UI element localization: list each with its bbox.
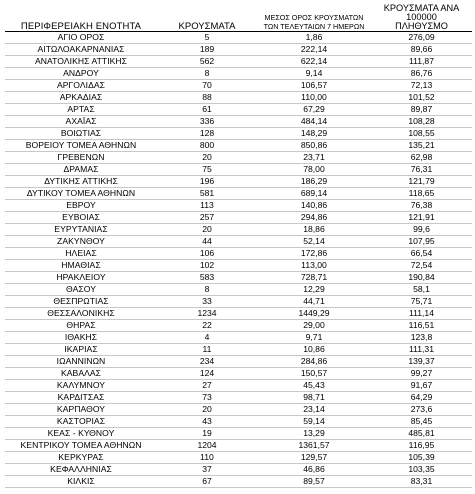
average-cell: 10,86 — [257, 344, 371, 356]
cases-cell: 800 — [157, 140, 257, 152]
header-7day-average: ΜΕΣΟΣ ΟΡΟΣ ΚΡΟΥΣΜΑΤΩΝ ΤΩΝ ΤΕΛΕΥΤΑΙΩΝ 7 ΗΜΕΡΩΝ — [257, 4, 371, 32]
region-cell: ΑΡΓΟΛΙΔΑΣ — [5, 80, 157, 92]
region-cell: ΑΡΚΑΔΙΑΣ — [5, 92, 157, 104]
table-row — [5, 284, 472, 296]
cases-cell: 11 — [157, 344, 257, 356]
region-cell: ΚΕΦΑΛΛΗΝΙΑΣ — [5, 464, 157, 476]
region-cell: ΙΚΑΡΙΑΣ — [5, 344, 157, 356]
cases-cell: 73 — [157, 392, 257, 404]
cases-cell: 113 — [157, 200, 257, 212]
per-100000-cell: 121,91 — [371, 212, 472, 224]
region-cell: ΘΕΣΣΑΛΟΝΙΚΗΣ — [5, 308, 157, 320]
table-row — [5, 92, 472, 104]
cases-table — [5, 4, 472, 488]
table-row — [5, 116, 472, 128]
average-cell: 140,86 — [257, 200, 371, 212]
table-row — [5, 56, 472, 68]
region-cell: ΚΕΡΚΥΡΑΣ — [5, 452, 157, 464]
cases-cell: 70 — [157, 80, 257, 92]
per-100000-cell: 116,95 — [371, 440, 472, 452]
region-cell: ΚΑΛΥΜΝΟΥ — [5, 380, 157, 392]
cases-cell: 20 — [157, 404, 257, 416]
average-cell: 689,14 — [257, 188, 371, 200]
cases-cell: 257 — [157, 212, 257, 224]
average-cell: 1449,29 — [257, 308, 371, 320]
average-cell: 98,71 — [257, 392, 371, 404]
table-row — [5, 320, 472, 332]
per-100000-cell: 75,71 — [371, 296, 472, 308]
table-row — [5, 296, 472, 308]
average-cell: 850,86 — [257, 140, 371, 152]
region-cell: ΑΓΙΟ ΟΡΟΣ — [5, 32, 157, 44]
average-cell: 23,14 — [257, 404, 371, 416]
average-cell: 1361,57 — [257, 440, 371, 452]
cases-cell: 336 — [157, 116, 257, 128]
average-cell: 46,86 — [257, 464, 371, 476]
table-row — [5, 128, 472, 140]
cases-cell: 581 — [157, 188, 257, 200]
average-cell: 106,57 — [257, 80, 371, 92]
cases-cell: 1234 — [157, 308, 257, 320]
per-100000-cell: 105,39 — [371, 452, 472, 464]
table-row — [5, 404, 472, 416]
region-cell: ΑΝΔΡΟΥ — [5, 68, 157, 80]
average-cell: 186,29 — [257, 176, 371, 188]
per-100000-cell: 91,67 — [371, 380, 472, 392]
table-row — [5, 272, 472, 284]
cases-cell: 8 — [157, 68, 257, 80]
per-100000-cell: 108,55 — [371, 128, 472, 140]
table-row — [5, 416, 472, 428]
region-cell: ΕΒΡΟΥ — [5, 200, 157, 212]
average-cell: 9,71 — [257, 332, 371, 344]
region-cell: ΘΗΡΑΣ — [5, 320, 157, 332]
per-100000-cell: 135,21 — [371, 140, 472, 152]
per-100000-cell: 139,37 — [371, 356, 472, 368]
cases-cell: 67 — [157, 476, 257, 488]
table-row — [5, 344, 472, 356]
cases-cell: 88 — [157, 92, 257, 104]
region-cell: ΔΥΤΙΚΗΣ ΑΤΤΙΚΗΣ — [5, 176, 157, 188]
table-row — [5, 68, 472, 80]
region-cell: ΚΕΝΤΡΙΚΟΥ ΤΟΜΕΑ ΑΘΗΝΩΝ — [5, 440, 157, 452]
per-100000-cell: 86,76 — [371, 68, 472, 80]
region-cell: ΑΧΑΪΑΣ — [5, 116, 157, 128]
table-row — [5, 464, 472, 476]
average-cell: 222,14 — [257, 44, 371, 56]
average-cell: 18,86 — [257, 224, 371, 236]
cases-cell: 8 — [157, 284, 257, 296]
table-row — [5, 308, 472, 320]
table-row — [5, 260, 472, 272]
table-row — [5, 380, 472, 392]
cases-cell: 61 — [157, 104, 257, 116]
per-100000-cell: 66,54 — [371, 248, 472, 260]
per-100000-cell: 76,31 — [371, 164, 472, 176]
table-row — [5, 356, 472, 368]
cases-cell: 33 — [157, 296, 257, 308]
average-cell: 9,14 — [257, 68, 371, 80]
per-100000-cell: 72,13 — [371, 80, 472, 92]
per-100000-cell: 123,8 — [371, 332, 472, 344]
cases-cell: 102 — [157, 260, 257, 272]
average-cell: 622,14 — [257, 56, 371, 68]
per-100000-cell: 190,84 — [371, 272, 472, 284]
average-cell: 12,29 — [257, 284, 371, 296]
table-row — [5, 212, 472, 224]
per-100000-cell: 103,35 — [371, 464, 472, 476]
header-cases: ΚΡΟΥΣΜΑΤΑ — [157, 4, 257, 32]
cases-cell: 110 — [157, 452, 257, 464]
per-100000-cell: 111,87 — [371, 56, 472, 68]
average-cell: 110,00 — [257, 92, 371, 104]
table-row — [5, 392, 472, 404]
per-100000-cell: 116,51 — [371, 320, 472, 332]
cases-cell: 189 — [157, 44, 257, 56]
cases-cell: 1204 — [157, 440, 257, 452]
region-cell: ΖΑΚΥΝΘΟΥ — [5, 236, 157, 248]
table-row — [5, 188, 472, 200]
cases-cell: 27 — [157, 380, 257, 392]
region-cell: ΕΥΡΥΤΑΝΙΑΣ — [5, 224, 157, 236]
per-100000-cell: 99,27 — [371, 368, 472, 380]
region-cell: ΑΙΤΩΛΟΑΚΑΡΝΑΝΙΑΣ — [5, 44, 157, 56]
table-row — [5, 152, 472, 164]
cases-cell: 106 — [157, 248, 257, 260]
per-100000-cell: 121,79 — [371, 176, 472, 188]
region-cell: ΑΡΤΑΣ — [5, 104, 157, 116]
table-row — [5, 368, 472, 380]
cases-cell: 4 — [157, 332, 257, 344]
per-100000-cell: 64,29 — [371, 392, 472, 404]
cases-cell: 19 — [157, 428, 257, 440]
region-cell: ΗΛΕΙΑΣ — [5, 248, 157, 260]
region-cell: ΒΟΙΩΤΙΑΣ — [5, 128, 157, 140]
average-cell: 172,86 — [257, 248, 371, 260]
table-row — [5, 140, 472, 152]
average-cell: 78,00 — [257, 164, 371, 176]
table-row — [5, 164, 472, 176]
cases-cell: 5 — [157, 32, 257, 44]
per-100000-cell: 89,66 — [371, 44, 472, 56]
cases-cell: 22 — [157, 320, 257, 332]
table-row — [5, 200, 472, 212]
region-cell: ΚΑΡΠΑΘΟΥ — [5, 404, 157, 416]
per-100000-cell: 83,31 — [371, 476, 472, 488]
cases-cell: 562 — [157, 56, 257, 68]
table-row — [5, 80, 472, 92]
average-cell: 13,29 — [257, 428, 371, 440]
table-row — [5, 44, 472, 56]
table-row — [5, 104, 472, 116]
region-cell: ΚΕΑΣ - ΚΥΘΝΟΥ — [5, 428, 157, 440]
per-100000-cell: 72,54 — [371, 260, 472, 272]
per-100000-cell: 273,6 — [371, 404, 472, 416]
table-row — [5, 32, 472, 44]
per-100000-cell: 107,95 — [371, 236, 472, 248]
per-100000-cell: 58,1 — [371, 284, 472, 296]
cases-cell: 37 — [157, 464, 257, 476]
cases-cell: 75 — [157, 164, 257, 176]
per-100000-cell: 118,65 — [371, 188, 472, 200]
average-cell: 129,57 — [257, 452, 371, 464]
cases-cell: 124 — [157, 368, 257, 380]
cases-cell: 128 — [157, 128, 257, 140]
table-row — [5, 440, 472, 452]
per-100000-cell: 62,98 — [371, 152, 472, 164]
table-row — [5, 248, 472, 260]
region-cell: ΔΡΑΜΑΣ — [5, 164, 157, 176]
cases-cell: 234 — [157, 356, 257, 368]
region-cell: ΙΩΑΝΝΙΝΩΝ — [5, 356, 157, 368]
per-100000-cell: 101,52 — [371, 92, 472, 104]
region-cell: ΔΥΤΙΚΟΥ ΤΟΜΕΑ ΑΘΗΝΩΝ — [5, 188, 157, 200]
region-cell: ΚΑΒΑΛΑΣ — [5, 368, 157, 380]
region-cell: ΕΥΒΟΙΑΣ — [5, 212, 157, 224]
average-cell: 44,71 — [257, 296, 371, 308]
region-cell: ΙΘΑΚΗΣ — [5, 332, 157, 344]
header-row — [5, 4, 472, 32]
region-cell: ΑΝΑΤΟΛΙΚΗΣ ΑΤΤΙΚΗΣ — [5, 56, 157, 68]
average-cell: 23,71 — [257, 152, 371, 164]
region-cell: ΗΡΑΚΛΕΙΟΥ — [5, 272, 157, 284]
table-row — [5, 452, 472, 464]
table-body — [5, 32, 472, 488]
average-cell: 29,00 — [257, 320, 371, 332]
average-cell: 1,86 — [257, 32, 371, 44]
region-cell: ΘΕΣΠΡΩΤΙΑΣ — [5, 296, 157, 308]
average-cell: 113,00 — [257, 260, 371, 272]
table-row — [5, 428, 472, 440]
cases-cell: 583 — [157, 272, 257, 284]
cases-cell: 43 — [157, 416, 257, 428]
table-row — [5, 224, 472, 236]
per-100000-cell: 76,38 — [371, 200, 472, 212]
header-region: ΠΕΡΙΦΕΡΕΙΑΚΗ ΕΝΟΤΗΤΑ — [5, 4, 157, 32]
region-cell: ΚΑΡΔΙΤΣΑΣ — [5, 392, 157, 404]
average-cell: 150,57 — [257, 368, 371, 380]
cases-cell: 20 — [157, 152, 257, 164]
region-cell: ΓΡΕΒΕΝΩΝ — [5, 152, 157, 164]
average-cell: 728,71 — [257, 272, 371, 284]
per-100000-cell: 108,28 — [371, 116, 472, 128]
average-cell: 148,29 — [257, 128, 371, 140]
region-cell: ΚΙΛΚΙΣ — [5, 476, 157, 488]
average-cell: 59,14 — [257, 416, 371, 428]
per-100000-cell: 276,09 — [371, 32, 472, 44]
average-cell: 484,14 — [257, 116, 371, 128]
table-row — [5, 332, 472, 344]
per-100000-cell: 111,31 — [371, 344, 472, 356]
average-cell: 284,86 — [257, 356, 371, 368]
cases-cell: 44 — [157, 236, 257, 248]
per-100000-cell: 99,6 — [371, 224, 472, 236]
per-100000-cell: 89,87 — [371, 104, 472, 116]
average-cell: 52,14 — [257, 236, 371, 248]
table-row — [5, 476, 472, 488]
region-cell: ΚΑΣΤΟΡΙΑΣ — [5, 416, 157, 428]
cases-cell: 20 — [157, 224, 257, 236]
region-cell: ΘΑΣΟΥ — [5, 284, 157, 296]
average-cell: 294,86 — [257, 212, 371, 224]
region-cell: ΒΟΡΕΙΟΥ ΤΟΜΕΑ ΑΘΗΝΩΝ — [5, 140, 157, 152]
average-cell: 45,43 — [257, 380, 371, 392]
per-100000-cell: 85,45 — [371, 416, 472, 428]
per-100000-cell: 111,14 — [371, 308, 472, 320]
cases-cell: 196 — [157, 176, 257, 188]
header-cases-per-100000: ΚΡΟΥΣΜΑΤΑ ΑΝΑ 100000 ΠΛΗΘΥΣΜΟ — [371, 4, 472, 32]
per-100000-cell: 485,81 — [371, 428, 472, 440]
region-cell: ΗΜΑΘΙΑΣ — [5, 260, 157, 272]
table-row — [5, 176, 472, 188]
average-cell: 89,57 — [257, 476, 371, 488]
average-cell: 67,29 — [257, 104, 371, 116]
table-row — [5, 236, 472, 248]
